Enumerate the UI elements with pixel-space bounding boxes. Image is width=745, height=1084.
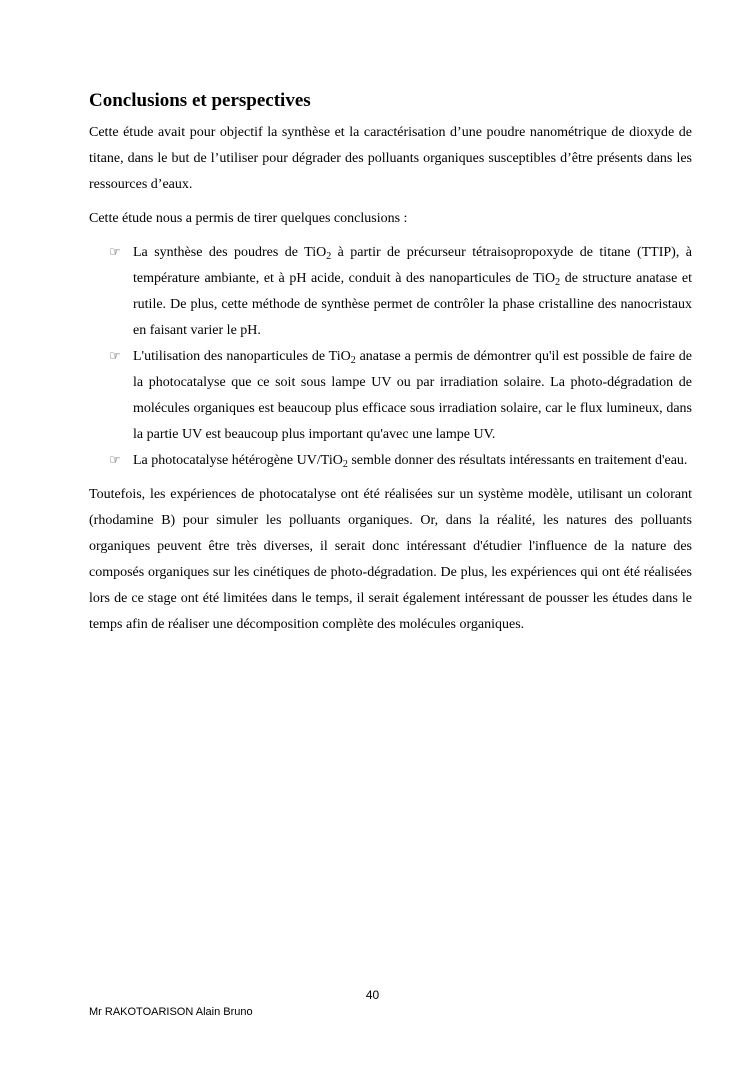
page-body bbox=[89, 86, 692, 646]
list-item bbox=[89, 448, 692, 474]
pointing-hand-icon: ☞ bbox=[109, 245, 121, 260]
footer-author: Mr RAKOTOARISON Alain Bruno bbox=[89, 1006, 253, 1018]
list-item bbox=[89, 344, 692, 448]
objective-paragraph: Cette étude avait pour objectif la synthèse et la caractérisation d’une poudre nanométrique de dioxyde de titane, dans le but de l’utiliser pour dégrader des polluants organiques susceptibles d’être présents dans les ressources d’eaux. bbox=[89, 125, 692, 192]
bullet-text: La photocatalyse hétérogène UV/TiO$_2$ semble donner des résultats intéressants en traitement d'eau. bbox=[133, 453, 688, 470]
page-number: 40 bbox=[365, 988, 380, 1002]
conclusions-intro: Cette étude nous a permis de tirer quelques conclusions : bbox=[89, 211, 408, 226]
pointing-hand-icon: ☞ bbox=[109, 453, 121, 468]
section-title: Conclusions et perspectives bbox=[89, 90, 311, 111]
bullet-text: La synthèse des poudres de TiO$_2$ à partir de précurseur tétraisopropoxyde de titane (TTIP), à température ambiante, et à pH acide, conduit à des nanoparticules de TiO$_2$ de structure anatase et rutile. De plus, cette méthode de synthèse permet de contrôler la phase cristalline des nanocristaux en faisant varier le pH. bbox=[133, 245, 692, 338]
perspectives-paragraph: Toutefois, les expériences de photocatalyse ont été réalisées sur un système modèle, utilisant un colorant (rhodamine B) pour simuler les polluants organiques. Or, dans la réalité, les natures des polluants organiques peuvent être très diverses, il serait donc intéressant d'étudier l'influence de la nature des composés organiques sur les cinétiques de photo-dégradation. De plus, les expériences qui ont été réalisées lors de ce stage ont été limitées dans le temps, il serait également intéressant de pousser les études dans le temps afin de réaliser une décomposition complète des molécules organiques. bbox=[89, 487, 692, 632]
pointing-hand-icon: ☞ bbox=[109, 349, 121, 364]
bullet-text: L'utilisation des nanoparticules de TiO$_2$ anatase a permis de démontrer qu'il est possible de faire de la photocatalyse que ce soit sous lampe UV ou par irradiation solaire. La photo-dégradation de molécules organiques est beaucoup plus efficace sous irradiation solaire, car le flux lumineux, dans la partie UV est beaucoup plus important qu'avec une lampe UV. bbox=[133, 349, 692, 442]
conclusions-list bbox=[89, 240, 692, 474]
list-item bbox=[89, 240, 692, 344]
